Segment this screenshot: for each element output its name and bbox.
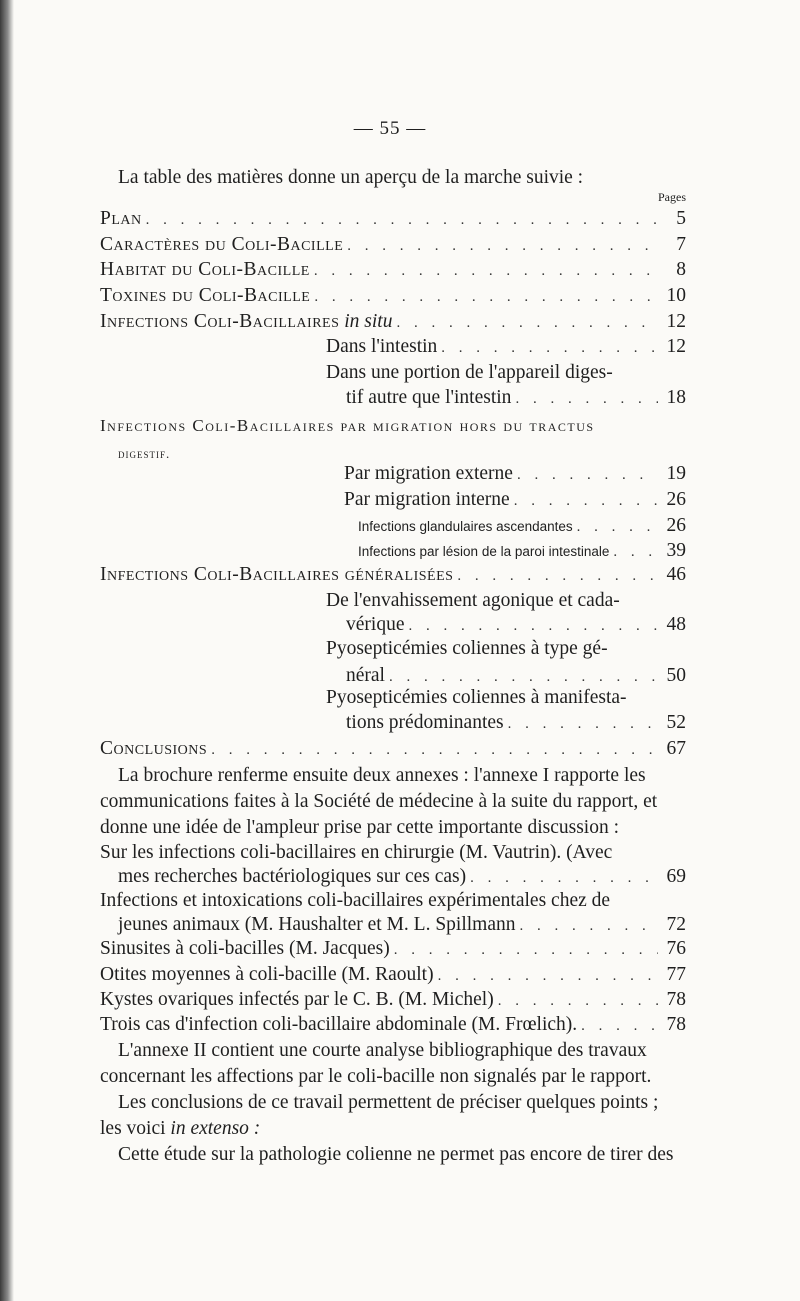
annex-item: [118, 864, 686, 890]
toc-subentry: [358, 513, 686, 539]
annex-item-page: 69: [666, 866, 686, 887]
toc-label: Infections Coli-Bacillaires in situ: [100, 311, 393, 332]
leader-dots: [211, 737, 658, 763]
toc-entry: [100, 206, 686, 232]
toc-label: Infections Coli-Bacillaires généralisées: [100, 564, 454, 585]
toc-label: Plan: [100, 208, 142, 229]
toc-entry: [100, 257, 686, 283]
leader-dots: [581, 1013, 658, 1039]
toc-subentry: [326, 334, 686, 360]
toc-entry: [100, 309, 686, 335]
annex-item-line: Infections et intoxications coli-bacillaires expérimentales chez de: [100, 890, 611, 911]
toc-entry: [100, 562, 686, 588]
annex-item-label: mes recherches bactériologiques sur ces cas): [118, 866, 467, 887]
toc-label: Infections glandulaires ascendantes: [358, 519, 573, 534]
toc-label-cont: tions prédominantes: [346, 712, 504, 733]
toc-label: Dans l'intestin: [326, 336, 438, 357]
annex-item-page: 72: [666, 914, 686, 935]
leader-dots: [498, 988, 658, 1014]
toc-label-cont: digestif.: [118, 446, 171, 461]
toc-subentry: [358, 538, 686, 564]
toc-label-cont: néral: [346, 665, 385, 686]
leader-dots: [441, 335, 658, 361]
toc-page: 18: [666, 387, 686, 408]
toc-page: 46: [666, 564, 686, 585]
leader-dots: [314, 284, 658, 310]
toc-page: 26: [666, 515, 686, 536]
leader-dots: [394, 937, 658, 963]
toc-intro: La table des matières donne un aperçu de la marche suivie :: [118, 167, 584, 188]
pages-column-header: Pages: [658, 190, 686, 204]
toc-page: 50: [666, 665, 686, 686]
toc-label: Par migration interne: [344, 489, 510, 510]
toc-page: 8: [676, 259, 686, 280]
leader-dots: [470, 865, 658, 891]
toc-page: 67: [666, 738, 686, 759]
toc-label: Infections Coli-Bacillaires par migration hors du tractus: [100, 416, 595, 435]
toc-page: 26: [666, 489, 686, 510]
toc-page: 10: [666, 285, 686, 306]
toc-label-cont: tif autre que l'intestin: [346, 387, 512, 408]
toc-label: Par migration externe: [344, 463, 513, 484]
toc-page: 12: [666, 336, 686, 357]
toc-page: 12: [666, 311, 686, 332]
leader-dots: [314, 258, 658, 284]
toc-label: Pyosepticémies coliennes à type gé-: [326, 638, 608, 659]
annex-item-page: 78: [666, 1014, 686, 1035]
annex-item: [100, 962, 686, 988]
toc-label: Habitat du Coli-Bacille: [100, 259, 310, 280]
toc-label: Pyosepticémies coliennes à manifesta-: [326, 687, 627, 708]
toc-page: 39: [666, 540, 686, 561]
toc-entry: [100, 232, 686, 258]
toc-label: Caractères du Coli-Bacille: [100, 234, 344, 255]
annex-intro-line: donne une idée de l'ampleur prise par cette importante discussion :: [100, 817, 620, 838]
toc-entry: [100, 736, 686, 762]
annex-item-label: Kystes ovariques infectés par le C. B. (M. Michel): [100, 989, 494, 1010]
leader-dots: [508, 711, 658, 737]
toc-subentry: [344, 487, 686, 513]
annex-item-label: jeunes animaux (M. Haushalter et M. L. Spillmann: [118, 914, 516, 935]
leader-dots: [577, 514, 658, 540]
toc-subentry: [346, 710, 686, 736]
toc-label-cont: vérique: [346, 614, 405, 635]
annex-intro-line: communications faites à la Société de médecine à la suite du rapport, et: [100, 791, 658, 812]
toc-page: 5: [676, 208, 686, 229]
annex-item: [100, 1012, 686, 1038]
toc-page: 19: [666, 463, 686, 484]
toc-page: 7: [676, 234, 686, 255]
annex-item-label: Sinusites à coli-bacilles (M. Jacques): [100, 938, 390, 959]
leader-dots: [146, 207, 658, 233]
conclusions-line: Les conclusions de ce travail permettent de préciser quelques points ;: [118, 1092, 659, 1113]
annex-item: [118, 912, 686, 938]
toc-page: 52: [666, 712, 686, 733]
conclusions-line: les voici in extenso :: [100, 1118, 261, 1139]
page-number: — 55 —: [353, 118, 427, 139]
leader-dots: [514, 488, 658, 514]
annex-item-page: 76: [666, 938, 686, 959]
annex-item-page: 78: [666, 989, 686, 1010]
toc-label: Toxines du Coli-Bacille: [100, 285, 311, 306]
toc-label: Conclusions: [100, 738, 208, 759]
annex-intro-line: La brochure renferme ensuite deux annexes : l'annexe I rapporte les: [118, 765, 646, 786]
annex-item-label: Otites moyennes à coli-bacille (M. Raoult): [100, 964, 434, 985]
annex-item: [100, 936, 686, 962]
annex-item-label: Trois cas d'infection coli-bacillaire abdominale (M. Frœlich).: [100, 1014, 578, 1035]
leader-dots: [347, 233, 658, 259]
toc-label: De l'envahissement agonique et cada-: [326, 590, 620, 611]
toc-page: 48: [666, 614, 686, 635]
final-line: Cette étude sur la pathologie colienne ne permet pas encore de tirer des: [118, 1144, 674, 1165]
annex-item-line: Sur les infections coli-bacillaires en chirurgie (M. Vautrin). (Avec: [100, 842, 613, 863]
annex2-line: L'annexe II contient une courte analyse bibliographique des travaux: [118, 1040, 647, 1061]
toc-label: Dans une portion de l'appareil diges-: [326, 362, 613, 383]
toc-subentry: [346, 385, 686, 411]
leader-dots: [517, 462, 658, 488]
annex2-line: concernant les affections par le coli-bacille non signalés par le rapport.: [100, 1066, 652, 1087]
leader-dots: [396, 310, 658, 336]
leader-dots: [438, 963, 658, 989]
toc-subentry: [346, 612, 686, 638]
leader-dots: [515, 386, 658, 412]
leader-dots: [408, 613, 658, 639]
annex-item: [100, 987, 686, 1013]
toc-subentry: [344, 461, 686, 487]
leader-dots: [457, 563, 658, 589]
toc-label: Infections par lésion de la paroi intestinale: [358, 544, 610, 559]
annex-item-page: 77: [666, 964, 686, 985]
toc-entry: [100, 283, 686, 309]
